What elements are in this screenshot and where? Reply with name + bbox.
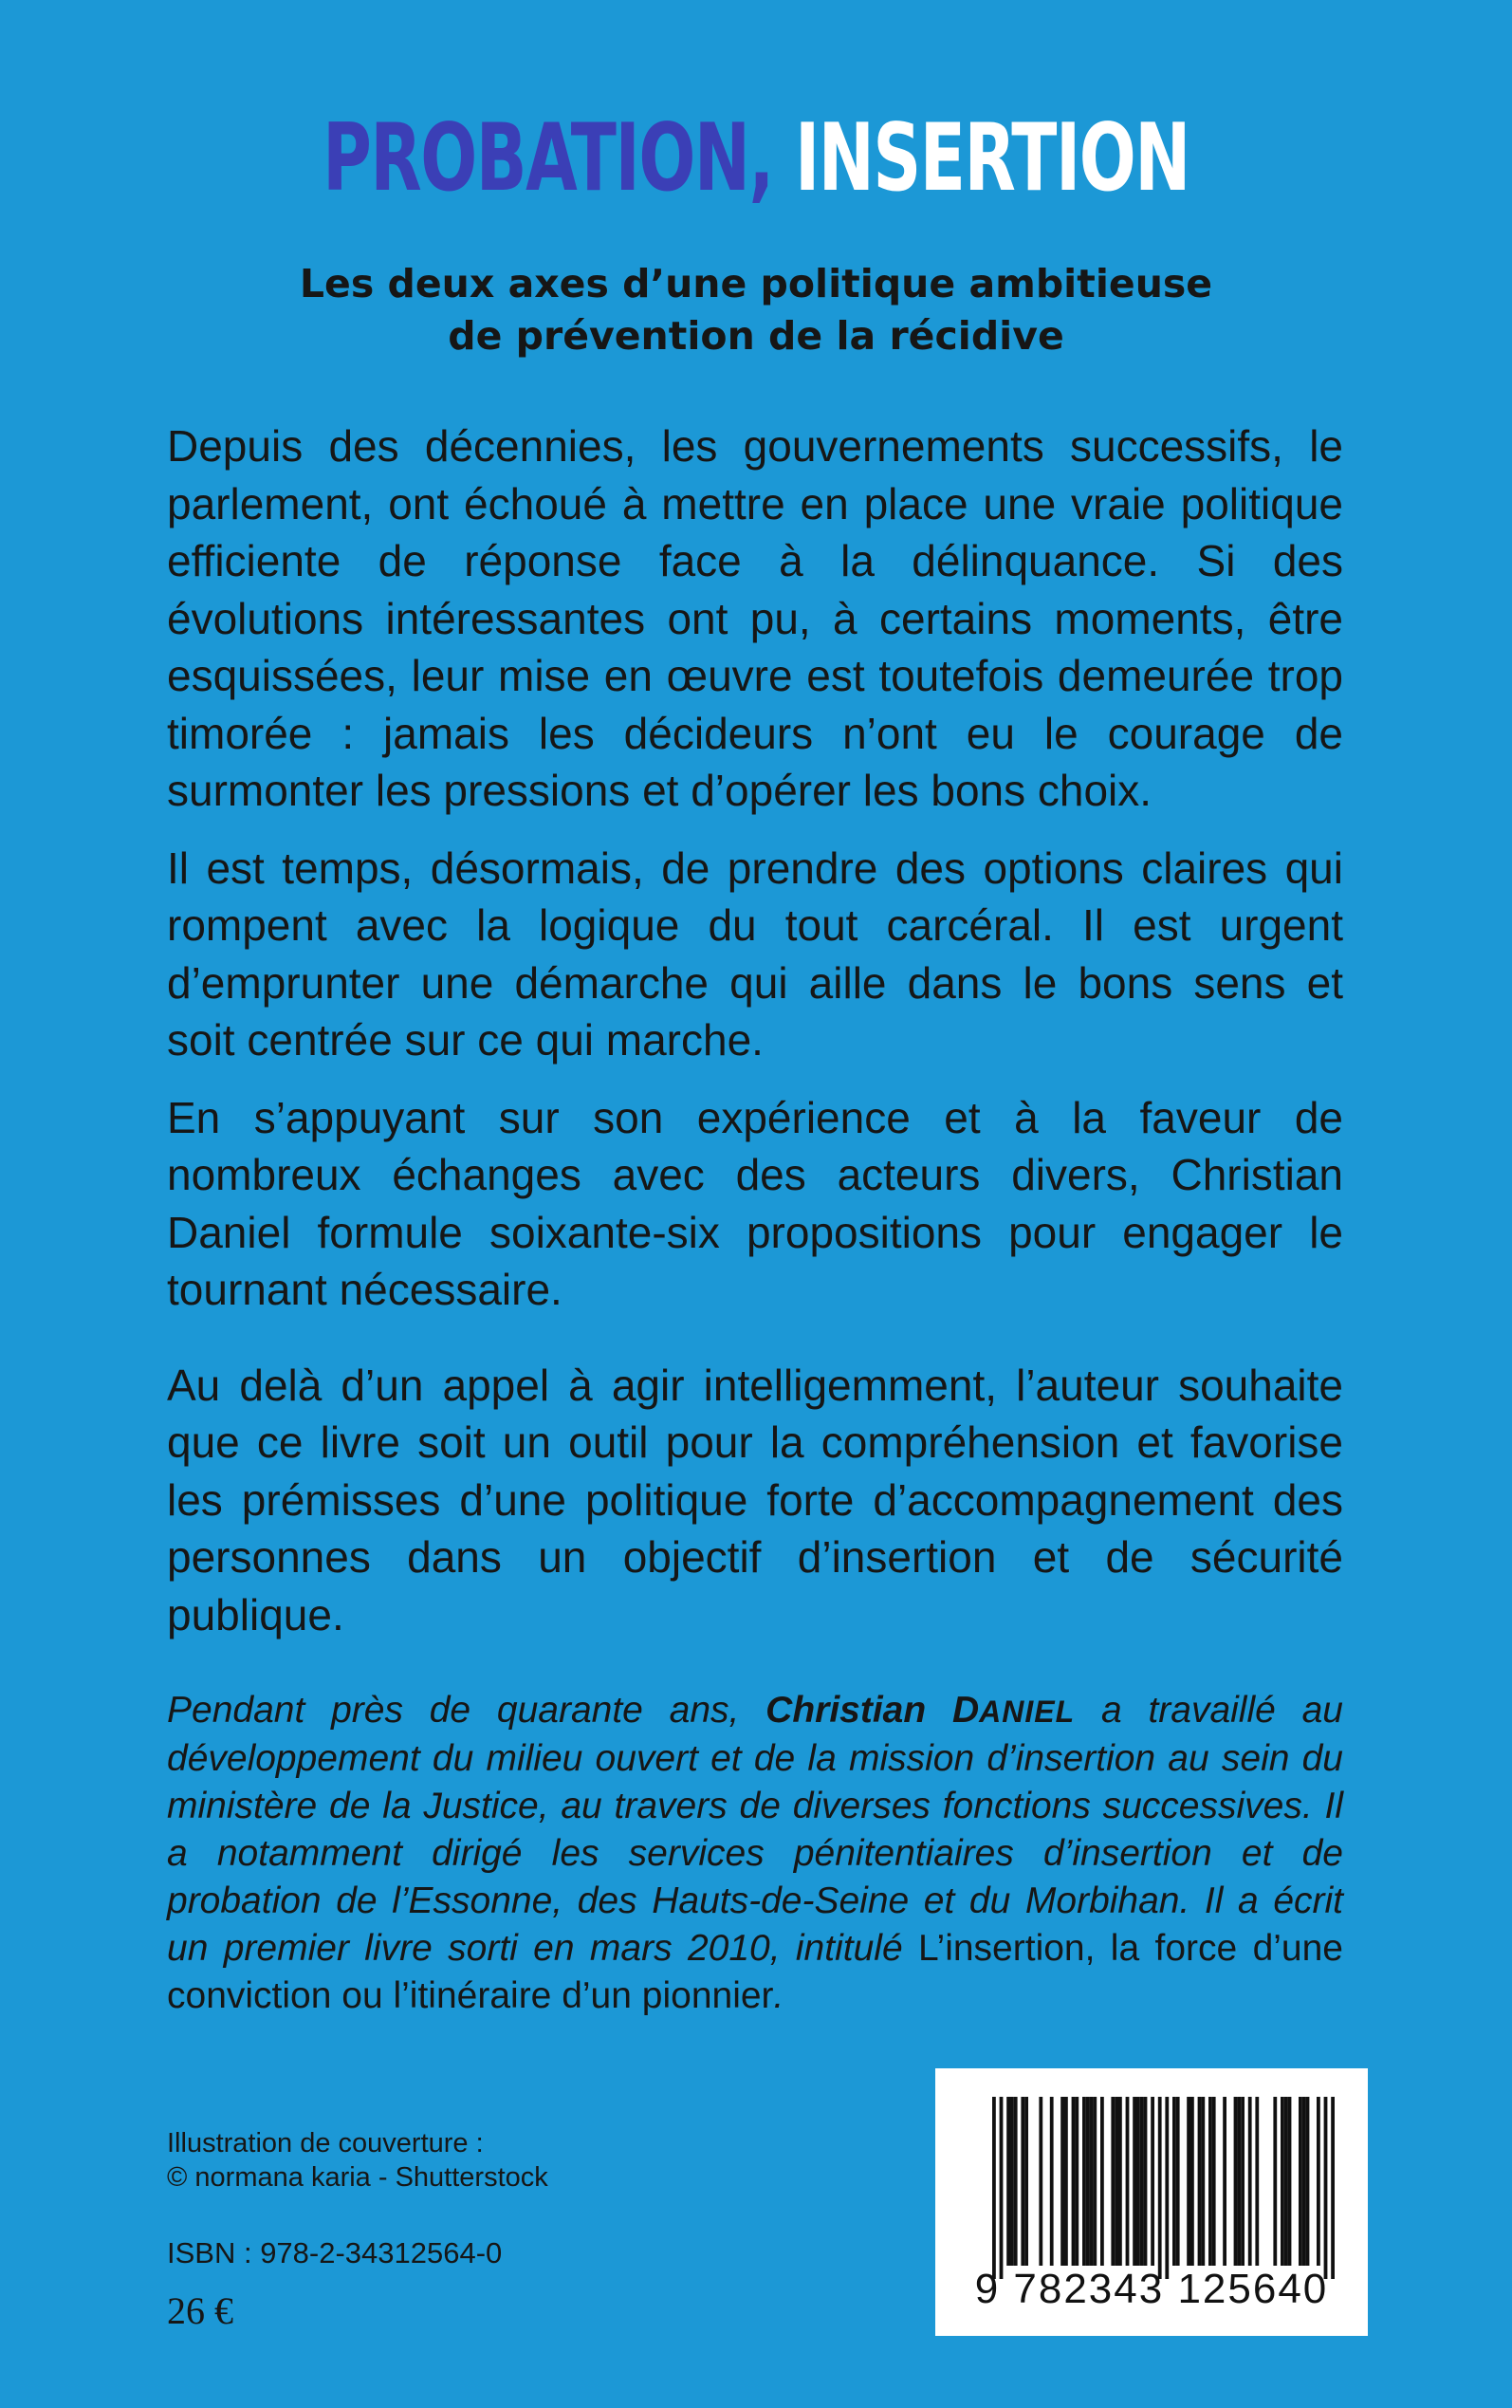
barcode-bar (1223, 2097, 1226, 2266)
barcode-bar (1331, 2097, 1335, 2279)
barcode-bar (1075, 2097, 1079, 2266)
barcode-bar (1086, 2097, 1090, 2266)
book-subtitle (0, 258, 1512, 362)
barcode-bar (1212, 2097, 1216, 2266)
author-name (765, 1690, 1075, 1731)
blurb-paragraph-1: Depuis des décennies, les gouvernements successifs, le parlement, ont échoué à mettre en place une vraie politique efficiente de réponse face à la délinquance. Si des évolutions intéressantes ont pu, à certains moments, être esquissées, leur mise en œuvre est toutefois demeurée trop timorée : jamais les décideurs n’ont eu le courage de surmonter les pressions et d’opérer les bons choix. (167, 421, 1343, 815)
barcode-box (935, 2068, 1368, 2336)
subtitle-line-1: Les deux axes d’une politique ambitieuse (299, 261, 1213, 306)
barcode-bar (1014, 2097, 1018, 2266)
barcode-bar (1060, 2097, 1064, 2266)
barcode-bar (1190, 2097, 1194, 2266)
barcode-bar (1082, 2097, 1086, 2266)
barcode-bar (1176, 2097, 1180, 2266)
barcode-bar (1151, 2097, 1154, 2266)
barcode-bar (1144, 2097, 1148, 2266)
barcode-bar (1090, 2097, 1094, 2266)
cover-credit (167, 2126, 736, 2195)
bio-text: a travaillé au développement du milieu ouvert et de la mission d’insertion au sein du ministère de la Justice, au travers de diverses fonctions successives. Il a notamment dirigé les services pénitentiaires d’insertion et de probation de l’Essonne, des Hauts-de-Seine et du Morbihan. Il a écrit un premier livre sorti en mars 2010, intitulé (167, 1690, 1343, 1969)
barcode-bar (1100, 2097, 1104, 2266)
barcode-bar (1187, 2097, 1190, 2266)
barcode-bar (1093, 2097, 1097, 2266)
barcode-bar (1324, 2097, 1328, 2279)
barcode-bar (1024, 2097, 1028, 2266)
previous-book-title: L’insertion, la force d’une conviction ou l’itinéraire d’un pionnier (167, 1928, 1344, 2016)
barcode-bar (1140, 2097, 1144, 2266)
title-part-insertion: INSERTION (794, 104, 1189, 213)
blurb-paragraph-4: Au delà d’un appel à agir intelligemment, l’auteur souhaite que ce livre soit un outil pour la compréhension et favorise les prémisses d’une politique forte d’accompagnement des personnes dans un objectif d’insertion et de sécurité publique. (167, 1360, 1343, 1639)
credit-line-2: © normana karia - Shutterstock (167, 2162, 548, 2193)
barcode-bar (1273, 2097, 1277, 2266)
blurb (167, 417, 1343, 1643)
title-part-probation: PROBATION, (323, 104, 773, 213)
barcode-bar (1050, 2097, 1054, 2266)
bio-intro: Pendant près de quarante ans, (167, 1690, 766, 1731)
barcode-bar (1126, 2097, 1130, 2266)
barcode-bar (1064, 2097, 1068, 2266)
subtitle-line-2: de prévention de la récidive (448, 313, 1064, 359)
blurb-paragraph-3: En s’appuyant sur son expérience et à la faveur de nombreux échanges avec des acteurs divers, Christian Daniel formule soixante-six propositions pour engager le tournant nécessaire. (167, 1092, 1343, 1314)
barcode-bar (1133, 2097, 1136, 2266)
author-last-rest: ANIEL (979, 1695, 1076, 1729)
barcode-bar (1006, 2097, 1010, 2266)
barcode-bar (1010, 2097, 1014, 2266)
barcode-bar (1241, 2097, 1245, 2266)
price: 26 € (167, 2289, 233, 2332)
barcode-bar (1000, 2097, 1004, 2279)
barcode-bar (1208, 2097, 1212, 2266)
blurb-paragraph-2: Il est temps, désormais, de prendre des options claires qui rompent avec la logique du tout carcéral. Il est urgent d’emprunter une démarche qui aille dans le bons sens et soit centrée sur ce qui marche. (167, 843, 1343, 1065)
barcode-bar (1288, 2097, 1292, 2266)
barcode-bar (1237, 2097, 1241, 2266)
barcode-bar (1111, 2097, 1115, 2266)
barcode-bar (1158, 2097, 1162, 2279)
barcode-bar (1281, 2097, 1284, 2266)
barcode-bar (1284, 2097, 1288, 2266)
barcode-bar (1255, 2097, 1259, 2266)
barcode-bar (1021, 2097, 1024, 2266)
barcode-bar (1172, 2097, 1176, 2266)
author-bio (167, 1687, 1343, 2020)
barcode-bar (1072, 2097, 1076, 2266)
barcode-bar (1317, 2097, 1320, 2266)
book-title (212, 104, 1300, 213)
barcode-bar (1115, 2097, 1118, 2266)
barcode-bar (1198, 2097, 1202, 2266)
credit-line-1: Illustration de couverture : (167, 2128, 484, 2158)
barcode-bar (992, 2097, 996, 2279)
barcode-bar (1201, 2097, 1205, 2266)
barcode-bar (1039, 2097, 1042, 2266)
barcode-bar (1302, 2097, 1306, 2266)
author-last-initial: D (952, 1690, 980, 1731)
barcode-bar (1118, 2097, 1122, 2266)
barcode-digits: 9 782343 125640 (974, 2266, 1329, 2312)
barcode-bar (1248, 2097, 1252, 2266)
author-first-name: Christian (765, 1690, 952, 1731)
barcode-bar (1234, 2097, 1238, 2266)
author-bio-paragraph (167, 1687, 1343, 2020)
barcode-bar (1306, 2097, 1310, 2266)
barcode-bar (1136, 2097, 1140, 2266)
barcode-bar (1299, 2097, 1302, 2266)
barcode-bar (1165, 2097, 1169, 2279)
isbn: ISBN : 978-2-34312564-0 (167, 2236, 503, 2269)
bio-end: . (773, 1975, 784, 2016)
